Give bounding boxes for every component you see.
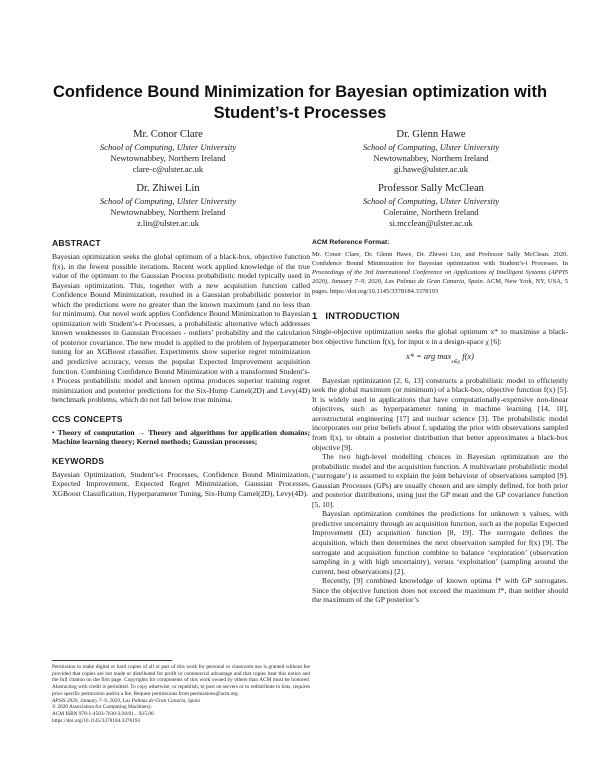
acm-reference-text	[312, 250, 568, 296]
author-affiliation: School of Computing, Ulster University	[99, 196, 237, 206]
permission-text: Permission to make digital or hard copies of all or part of this work for personal or classroom use is granted without fee provided that copies are not made or distributed for profit or commercial advantage and that copies bear this notice and the full citation on the first page. Copyrights for components of this work owned by others than ACM must be honored. Abstracting with credit is permitted. To copy otherwise, or republish, to post on servers or to redistribute to lists, requires prior specific permission and/or a fee. Request permissions from permissions@acm.org.	[52, 664, 310, 697]
author-block-4	[321, 182, 541, 230]
abstract-text: Bayesian optimization seeks the global optimum of a black-box, objective function f(x), in the fewest possible iterations. Recent work applied knowledge of the true value of the optimum to the Gaussian Process probabilistic model typically used in Bayesian optimization. This, together with a new acquisition function called Confidence Bound Minimization, resulted in a Gaussian probabilistic posterior in which the predictions were no greater than the known maximum (and no less than for minimum). Our novel work applies Confidence Bound Minimization to Bayesian optimization with Student’s-t Processes, a probabilistic alternative which addresses known weaknesses in Gaussian Processes - outliers’ probability and the calculation of posterior covariance. The new model is applied to the problem of hyperparameter tuning for an XGBoost classifier. Experiments show superior regret minimization and predictive accuracy, versus the popular Expected Improvement acquisition function. Combining Confidence Bound Minimization with a transformed Student’s-t Process probabilistic model and known optima produces superior training regret minimization and posterior predictions for the Six-Hump Camel(2D) and Levy(4D) benchmark problems, which do not fall below true minima.	[52, 252, 310, 405]
author-affiliation: School of Computing, Ulster University	[362, 196, 500, 206]
left-column	[52, 238, 310, 498]
acm-reference-authors: Mr. Conor Clare, Dr. Glenn Hawe, Dr. Zhiwei Lin, and Professor Sally McClean. 2020. Confidence Bound Minimization for Bayesian optimization with Student’s-t Processes. In	[312, 250, 568, 267]
copyright-line: © 2020 Association for Computing Machinery.	[52, 704, 152, 711]
ccs-concepts	[52, 428, 310, 447]
acm-reference-venue: Proceedings of the 3rd International Conference on Applications of Intelligent Systems (APPIS 2020), January 7–9, 2020, Las Palmas de Gran Canaria, Spain.	[312, 269, 568, 286]
ccs-item-rest: Theory and algorithms for application domains; Machine learning theory; Kernel methods; Gaussian processes;	[52, 427, 310, 447]
intro-paragraph-3: The two high-level modelling choices in Bayesian optimization are the probabilistic model and the acquisition function. A multivariate probabilistic model (‘surrogate’) is assumed to explain the joint behaviour of observations sampled [9]. Gaussian Processes (GPs) are usually chosen and are simply defined, for both prior and posterior distributions, using just the GP mean and the GP covariance function [5, 10].	[312, 452, 568, 509]
author-email: gi.hawe@ulster.ac.uk	[393, 164, 469, 175]
doi-link[interactable]: https://doi.org/10.1145/3378184.3378193	[52, 717, 141, 724]
conference-line: APSIS 2020, January 7–9, 2020, Las Palmas de Gran Canaria, Spain	[52, 697, 201, 704]
author-location: Newtownabbey, Northern Ireland	[110, 207, 226, 218]
author-location: Newtownabbey, Northern Ireland	[110, 153, 226, 164]
keywords-text: Bayesian Optimization, Student’s-t Processes, Confidence Bound Minimization, Expected Improvement, Expected Regret Minimization, Gaussian Processes, XGBoost Classification, Hyperparameter Tuning, Six-Hump Camel(2D), Levy(4D).	[52, 469, 310, 498]
acm-reference-publisher[interactable]: ACM, New York, NY, USA, 5 pages. https://doi.org/10.1145/3378184.3378193	[312, 278, 568, 295]
intro-paragraph-2: Bayesian optimization [2, 6, 13] constructs a probabilistic model to efficiently seek the global maximum (or minimum) of a black-box, objective function f(x) [5]. It is widely used in applications that have computationally-expensive non-linear objectives, such as hyperparameter tuning in machine learning [14, 18], aerostructural engineering [17] and nuclear science [3]. The probabilistic model incorporates our prior beliefs about f, updating the prior with observations sampled from f(x), to obtain a posterior distribution that better approximates a black-box objective [9].	[312, 375, 568, 452]
author-block-3	[58, 182, 278, 230]
ccs-heading: CCS CONCEPTS	[52, 413, 123, 424]
author-email: clare-c@ulster.ac.uk	[132, 164, 204, 175]
author-name: Professor Sally McClean	[378, 183, 484, 194]
section-title: INTRODUCTION	[325, 310, 400, 322]
abstract-heading: ABSTRACT	[52, 238, 101, 248]
introduction-heading	[312, 310, 568, 321]
author-email: z.lin@ulster.ac.uk	[136, 218, 200, 229]
ccs-arrow: →	[137, 427, 146, 437]
footnote-rule	[52, 660, 172, 661]
author-block-2	[321, 128, 541, 176]
acm-reference-heading: ACM Reference Format:	[312, 239, 390, 246]
equation-subscript: x∈χ	[451, 359, 461, 366]
author-location: Newtownabbey, Northern Ireland	[373, 153, 489, 164]
keywords-heading: KEYWORDS	[52, 455, 105, 466]
author-block-1	[58, 128, 278, 176]
equation-argmax	[312, 352, 568, 368]
equation-rhs: f(x)	[462, 352, 474, 362]
author-location: Coleraine, Northern Ireland	[383, 207, 479, 218]
intro-paragraph-5: Recently, [9] combined knowledge of known optima f* with GP surrogates. Since the objective function does not exceed the maximum f*, than neither should the maximum of the GP posterior’s	[312, 576, 568, 605]
paper-title: Confidence Bound Minimization for Bayesian optimization with Student’s-t Processes	[52, 83, 548, 122]
ccs-item-bold: Theory of computation	[57, 427, 135, 437]
intro-paragraph-1: Single-objective optimization seeks the global optimum x* to maximise a black-box objective function f(x), for input x in a design-space χ [6]:	[312, 327, 568, 346]
equation-lhs: x* = arg max	[406, 352, 452, 362]
section-number: 1	[312, 310, 318, 322]
copyright-block	[52, 660, 310, 724]
author-name: Dr. Zhiwei Lin	[136, 183, 200, 194]
author-affiliation: School of Computing, Ulster University	[362, 142, 500, 152]
author-name: Mr. Conor Clare	[133, 129, 203, 140]
intro-paragraph-4: Bayesian optimization combines the predictions for unknown x values, with predictive uncertainty through an acquisition function, such as the popular Expected Improvement (EI) acquisition function [8, 19]. The surrogate defines the acquisition, which then determines the next observation sampled for f(x) [9]. The surrogate and acquisition function combine to balance ‘exploration’ (observation sampling in χ with high uncertainty), versus ‘exploitation’ (sampling around the current, best observations) [2].	[312, 509, 568, 576]
author-affiliation: School of Computing, Ulster University	[99, 142, 237, 152]
isbn-line: ACM ISBN 978-1-4503-7630-3/20/01... $15.00	[52, 710, 154, 717]
right-column	[312, 238, 568, 605]
ccs-bullet: •	[52, 427, 58, 437]
author-name: Dr. Glenn Hawe	[396, 129, 466, 140]
author-email: si.mcclean@ulster.ac.uk	[389, 218, 473, 229]
